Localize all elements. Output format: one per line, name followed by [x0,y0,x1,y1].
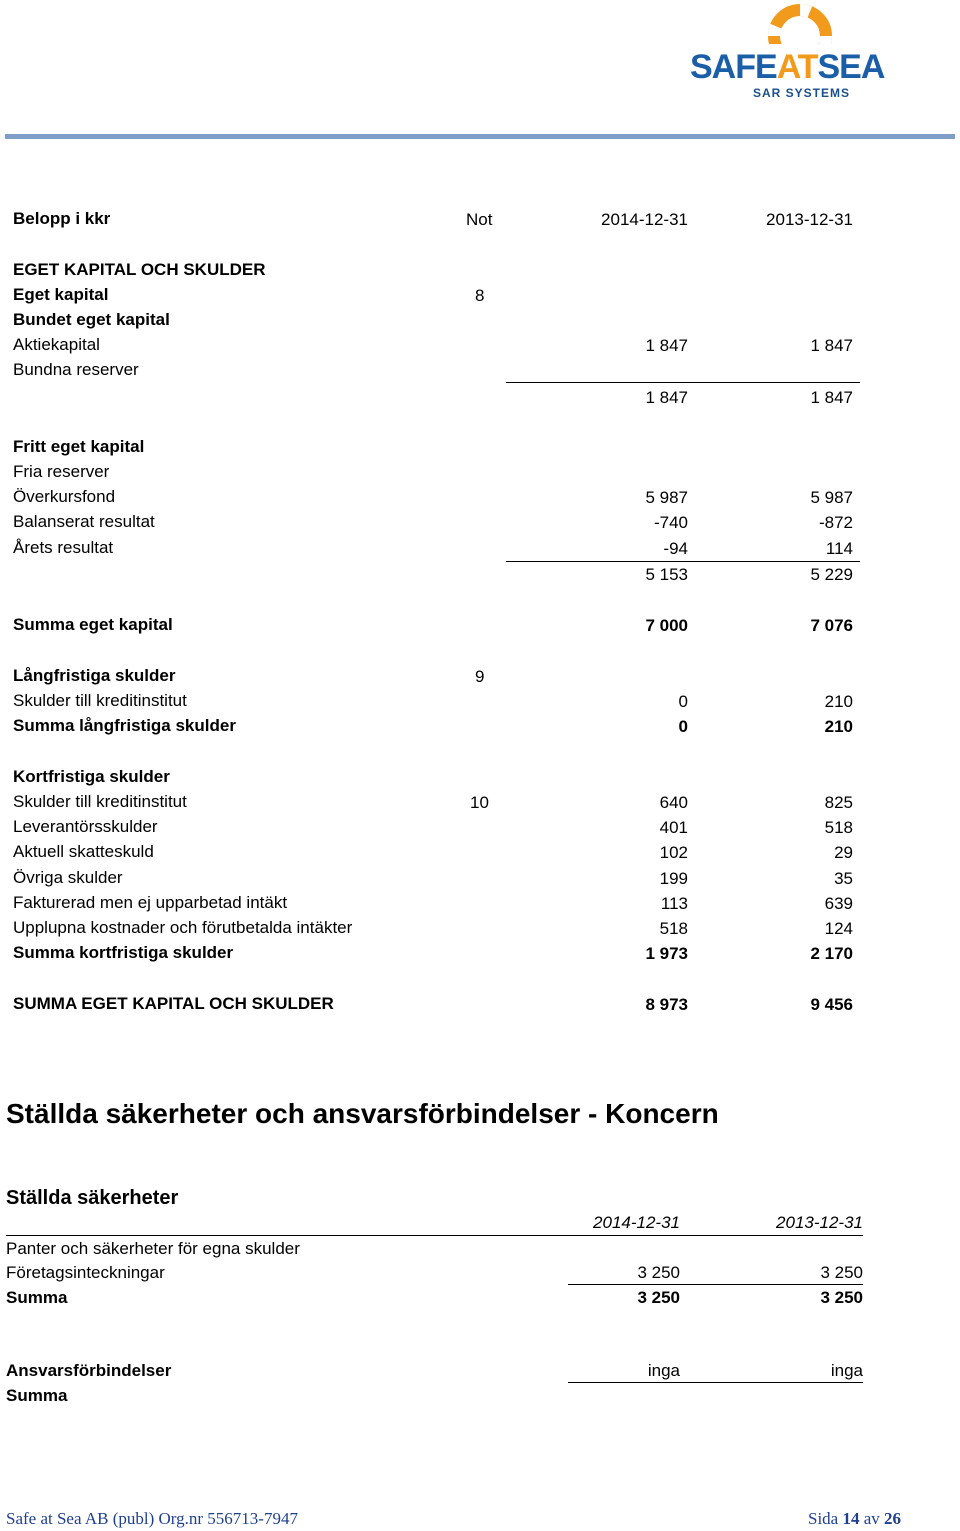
pledges-header-rule [6,1235,863,1236]
logo-wordmark: SAFEATSEA [690,48,885,86]
table-row-label: SUMMA EGET KAPITAL OCH SKULDER [13,994,334,1013]
table-row-value-2013: -872 [818,513,853,532]
table-row-label: Fritt eget kapital [13,437,145,456]
pledges-row-label: Företagsinteckningar [6,1263,165,1282]
footer-page-mid: av [863,1509,880,1528]
table-row-value-2013: 114 [825,539,853,558]
pledges-row-label: Panter och säkerheter för egna skulder [6,1239,300,1258]
table-row-value-2014: 199 [659,869,688,888]
table-row-value-2013: 29 [834,843,853,862]
table-row-value-2014: 5 153 [645,565,688,584]
company-logo [690,4,905,99]
table-row-value-2014: 0 [678,717,688,736]
table-row-label: Aktiekapital [13,335,100,354]
table-row-value-2014: 102 [659,843,688,862]
table-row-label: Summa långfristiga skulder [13,716,236,735]
table-row-value-2013: 1 847 [810,336,853,355]
table-row-value-2013: 1 847 [810,388,853,407]
table-row-label: Övriga skulder [13,868,123,887]
table-row-label: Överkursfond [13,487,116,506]
table-row-value-2013: 5 229 [810,565,853,584]
subtotal-rule [506,382,860,383]
footer-page-prefix: Sida [808,1509,839,1528]
footer-page-number [808,1509,901,1529]
contingent-rule [568,1382,863,1383]
table-row-value-2014: 8 973 [645,995,688,1014]
pledges-row-label: Summa [6,1288,68,1307]
contingent-value-2014: inga [647,1361,680,1380]
note-column-header: Not [466,210,493,229]
table-row-label: Långfristiga skulder [13,666,176,685]
contingent-sum-label: Summa [6,1386,68,1405]
table-row-value-2014: -740 [653,513,688,532]
table-row-value-2014: 401 [659,818,688,837]
table-row-label: Fakturerad men ej upparbetad intäkt [13,893,288,912]
table-row-value-2014: -94 [663,539,688,558]
table-row-value-2014: 1 847 [645,336,688,355]
table-row-value-2014: 1 973 [645,944,688,963]
table-row-value-2014: 1 847 [645,388,688,407]
section-title: Ställda säkerheter och ansvarsförbindelser - Koncern [6,1098,719,1129]
table-row-label: Leverantörsskulder [13,817,158,836]
table-row-label: Skulder till kreditinstitut [13,691,187,710]
table-row-value-2013: 210 [824,692,853,711]
table-row-note: 10 [470,793,489,812]
table-row-value-2013: 35 [834,869,853,888]
table-row-label: Årets resultat [13,538,114,557]
table-row-value-2013: 124 [824,919,853,938]
table-row-value-2013: 2 170 [810,944,853,963]
table-row-value-2013: 7 076 [810,616,853,635]
pledges-sum-rule [568,1284,863,1285]
footer-total-pages: 26 [884,1509,902,1528]
table-row-value-2014: 7 000 [645,616,688,635]
column-header-2014: 2014-12-31 [601,210,688,229]
footer-current-page: 14 [842,1509,860,1528]
column-header-2013: 2013-12-31 [766,210,853,229]
table-row-label: Summa kortfristiga skulder [13,943,234,962]
table-row-value-2014: 518 [659,919,688,938]
table-row-value-2013: 518 [824,818,853,837]
table-row-label: Aktuell skatteskuld [13,842,154,861]
table-row-value-2013: 210 [824,717,853,736]
table-row-label: Skulder till kreditinstitut [13,792,187,811]
logo-subtitle: SAR SYSTEMS [753,86,851,100]
table-row-note: 9 [475,667,485,686]
subtotal-rule [506,561,860,562]
amount-unit-label: Belopp i kkr [13,209,111,228]
table-row-label: Balanserat resultat [13,512,155,531]
table-row-label: Bundet eget kapital [13,310,170,329]
table-row-value-2013: 9 456 [810,995,853,1014]
table-row-label: Bundna reserver [13,360,139,379]
footer-company: Safe at Sea AB (publ) Org.nr 556713-7947 [6,1509,298,1528]
header-rule [5,134,955,139]
table-row-value-2014: 113 [660,894,688,913]
table-row-value-2014: 0 [678,692,688,711]
table-row-value-2014: 5 987 [645,488,688,507]
subsection-title: Ställda säkerheter [6,1187,179,1209]
pledges-column-header-2014: 2014-12-31 [593,1213,680,1232]
table-row-value-2014: 640 [659,793,688,812]
table-row-label: Kortfristiga skulder [13,767,170,786]
table-row-value-2013: 825 [824,793,853,812]
contingent-value-2013: inga [830,1361,863,1380]
pledges-row-value-2013: 3 250 [820,1288,863,1307]
pledges-row-value-2014: 3 250 [637,1263,680,1282]
contingent-label: Ansvarsförbindelser [6,1361,172,1380]
pledges-row-value-2013: 3 250 [820,1263,863,1282]
table-row-note: 8 [475,286,485,305]
pledges-column-header-2013: 2013-12-31 [776,1213,863,1232]
table-row-label: Summa eget kapital [13,615,173,634]
table-row-label: Upplupna kostnader och förutbetalda intäkter [13,918,353,937]
table-row-label: Eget kapital [13,285,109,304]
pledges-row-value-2014: 3 250 [637,1288,680,1307]
table-row-label: EGET KAPITAL OCH SKULDER [13,260,266,279]
table-row-label: Fria reserver [13,462,110,481]
table-row-value-2013: 639 [824,894,853,913]
table-row-value-2013: 5 987 [810,488,853,507]
